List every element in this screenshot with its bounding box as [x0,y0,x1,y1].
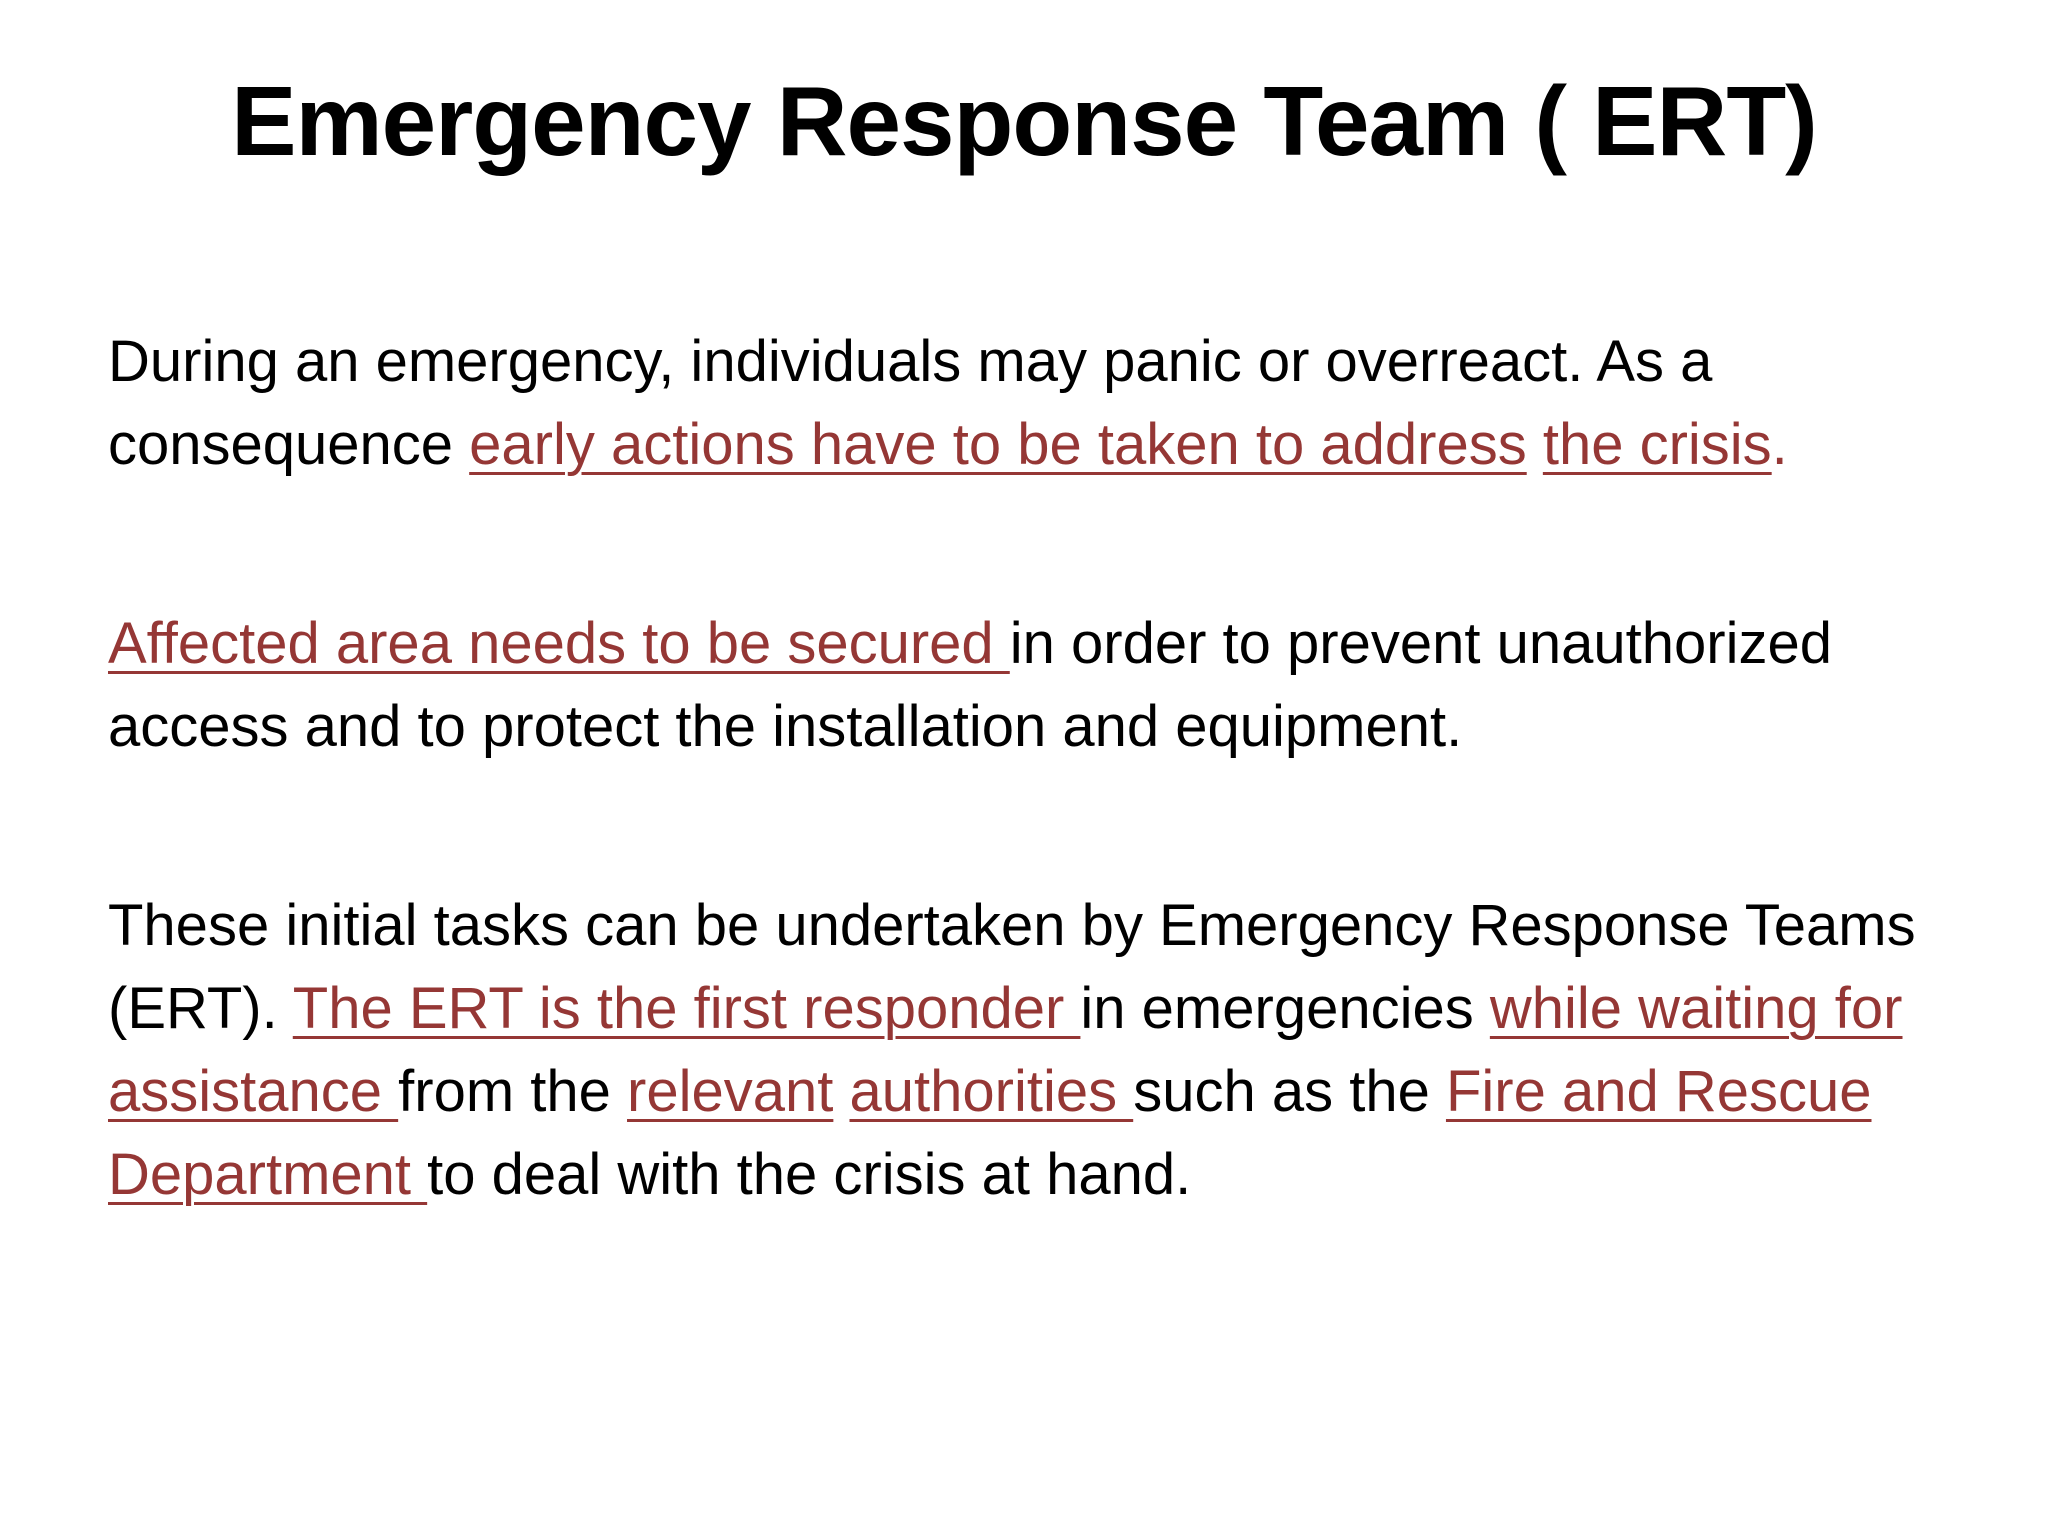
highlighted-phrase-affected-area: Affected area needs to be secured [108,611,1010,676]
paragraph-ert-tasks [108,884,1948,1216]
highlighted-phrase-early-actions: early actions have to be taken to address [469,412,1527,477]
text-segment-period: . [1771,412,1788,477]
text-segment: in order to prevent unauthorized access and to protect the installation and equipment. [108,611,1832,759]
highlighted-phrase-the-crisis: the crisis [1542,412,1772,477]
highlighted-phrase-waiting-for-assistance: while waiting for assistance [108,976,1903,1124]
slide-body [108,320,1948,1216]
text-segment [1527,412,1543,477]
paragraph-affected-area [108,602,1948,768]
highlighted-phrase-authorities: authorities [849,1059,1134,1124]
slide-title: Emergency Response Team ( ERT) [231,66,1817,176]
text-segment [833,1059,849,1124]
paragraph-emergency-panic [108,320,1948,486]
highlighted-phrase-relevant: relevant [627,1059,834,1124]
text-segment: to deal with the crisis at hand. [427,1142,1192,1207]
text-segment: such as the [1133,1059,1446,1124]
highlighted-phrase-first-responder: The ERT is the first responder [292,976,1081,1041]
text-segment: These initial tasks can be undertaken by Emergency Response Teams (ERT). [108,893,1916,1041]
text-segment: from the [398,1059,628,1124]
text-segment: in emergencies [1080,976,1490,1041]
highlighted-phrase-fire-and-rescue: Fire and Rescue Department [108,1059,1872,1207]
text-segment: During an emergency, individuals may panic or overreact. As a consequence [108,329,1713,477]
